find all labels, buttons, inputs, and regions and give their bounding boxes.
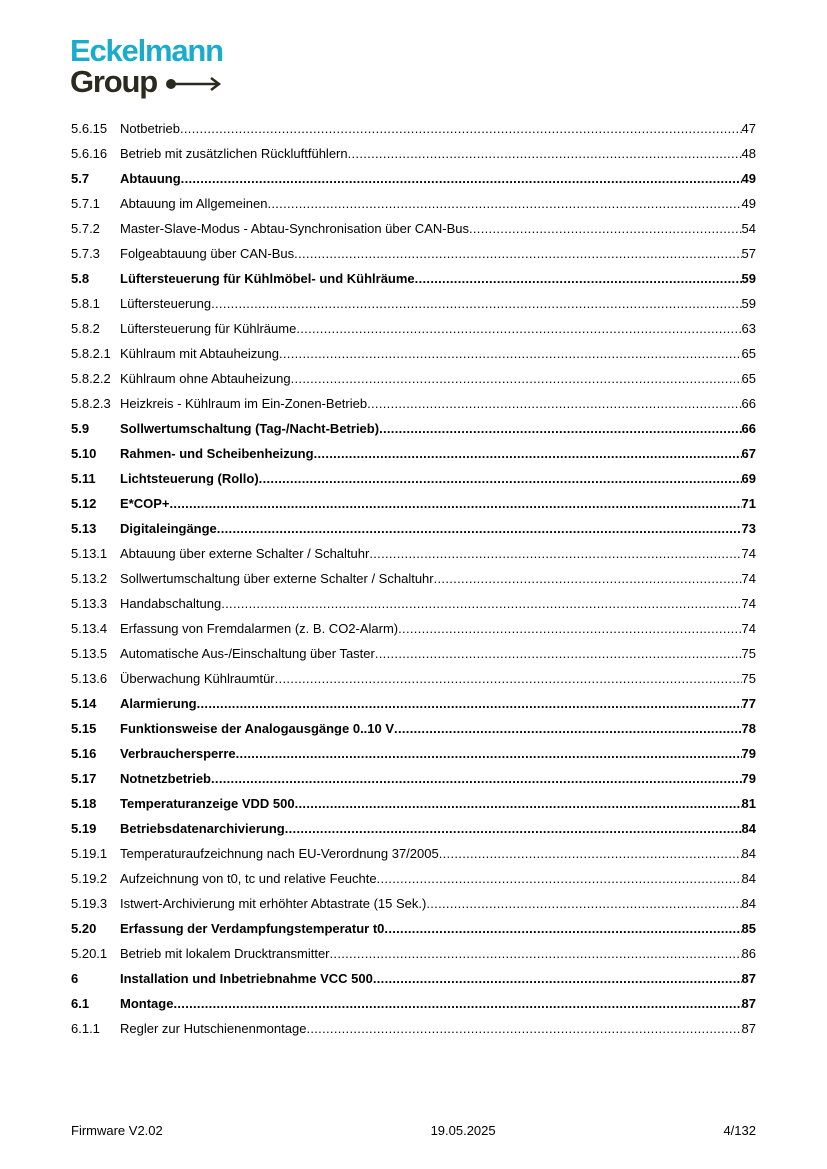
toc-entry[interactable] bbox=[71, 416, 756, 441]
toc-title: Temperaturaufzeichnung nach EU-Verordnung 37/2005 bbox=[120, 846, 439, 861]
toc-title: Notbetrieb bbox=[120, 121, 180, 136]
toc-leader bbox=[379, 421, 741, 436]
toc-number: 5.7.3 bbox=[71, 246, 100, 261]
toc-leader bbox=[398, 621, 741, 636]
toc-entry[interactable] bbox=[71, 766, 756, 791]
toc-number: 5.8.1 bbox=[71, 296, 100, 311]
toc-leader bbox=[377, 871, 742, 886]
toc-entry[interactable] bbox=[71, 816, 756, 841]
toc-page: 65 bbox=[741, 346, 756, 361]
toc-number: 5.6.16 bbox=[71, 146, 108, 161]
toc-number: 5.8.2.1 bbox=[71, 346, 111, 361]
toc-title: Verbrauchersperre bbox=[120, 746, 236, 761]
toc-entry[interactable] bbox=[71, 641, 756, 666]
toc-leader bbox=[384, 921, 741, 936]
toc-entry[interactable] bbox=[71, 791, 756, 816]
toc-page: 66 bbox=[741, 396, 756, 411]
toc-leader bbox=[211, 296, 741, 311]
toc-page: 84 bbox=[741, 846, 756, 861]
toc-title: Istwert-Archivierung mit erhöhter Abtastrate (15 Sek.) bbox=[120, 896, 427, 911]
toc-page: 86 bbox=[741, 946, 756, 961]
toc-leader bbox=[173, 996, 741, 1011]
toc-title: Temperaturanzeige VDD 500 bbox=[120, 796, 295, 811]
toc-entry[interactable] bbox=[71, 916, 756, 941]
toc-title: Funktionsweise der Analogausgänge 0..10 V bbox=[120, 721, 395, 736]
toc-title: Abtauung über externe Schalter / Schaltuhr bbox=[120, 546, 370, 561]
toc-number: 5.8.2.3 bbox=[71, 396, 111, 411]
footer-page-number: 4/132 bbox=[723, 1123, 756, 1138]
toc-number: 5.7.1 bbox=[71, 196, 100, 211]
toc-number: 5.9 bbox=[71, 421, 90, 436]
toc-page: 59 bbox=[741, 296, 756, 311]
toc-leader bbox=[285, 821, 742, 836]
toc-page: 59 bbox=[741, 271, 756, 286]
toc-title: Kühlraum ohne Abtauheizung bbox=[120, 371, 291, 386]
toc-number: 5.8 bbox=[71, 271, 90, 286]
toc-number: 5.16 bbox=[71, 746, 97, 761]
toc-leader bbox=[170, 496, 742, 511]
toc-number: 6.1.1 bbox=[71, 1021, 100, 1036]
toc-leader bbox=[275, 671, 742, 686]
toc-leader bbox=[180, 121, 742, 136]
toc-leader bbox=[236, 746, 742, 761]
toc-page: 84 bbox=[741, 896, 756, 911]
toc-leader bbox=[434, 571, 742, 586]
toc-page: 84 bbox=[741, 821, 756, 836]
toc-number: 5.11 bbox=[71, 471, 96, 486]
toc-entry[interactable] bbox=[71, 566, 756, 591]
toc-page: 66 bbox=[741, 421, 756, 436]
toc-entry[interactable] bbox=[71, 616, 756, 641]
toc-number: 5.13.4 bbox=[71, 621, 108, 636]
toc-number: 5.13.6 bbox=[71, 671, 108, 686]
toc-title: Master-Slave-Modus - Abtau-Synchronisation über CAN-Bus bbox=[120, 221, 469, 236]
toc-title: Betrieb mit zusätzlichen Rückluftfühlern bbox=[120, 146, 348, 161]
toc-title: Lüftersteuerung für Kühlräume bbox=[120, 321, 297, 336]
toc-number: 6 bbox=[71, 971, 79, 986]
toc-entry[interactable] bbox=[71, 866, 756, 891]
toc-page: 74 bbox=[741, 546, 756, 561]
toc-number: 5.19 bbox=[71, 821, 97, 836]
toc-title: Aufzeichnung von t0, tc und relative Feuchte bbox=[120, 871, 377, 886]
toc-title: Lüftersteuerung für Kühlmöbel- und Kühlräume bbox=[120, 271, 415, 286]
toc-title: Digitaleingänge bbox=[120, 521, 217, 536]
toc-entry[interactable] bbox=[71, 166, 756, 191]
toc-entry[interactable] bbox=[71, 991, 756, 1016]
toc-title: Alarmierung bbox=[120, 696, 197, 711]
toc-number: 5.13 bbox=[71, 521, 97, 536]
toc-entry[interactable] bbox=[71, 891, 756, 916]
toc-number: 5.6.15 bbox=[71, 121, 108, 136]
toc-title: Regler zur Hutschienenmontage bbox=[120, 1021, 307, 1036]
toc-number: 5.13.2 bbox=[71, 571, 108, 586]
toc-number: 5.19.1 bbox=[71, 846, 108, 861]
toc-title: Installation und Inbetriebnahme VCC 500 bbox=[120, 971, 373, 986]
toc-entry[interactable] bbox=[71, 241, 756, 266]
toc-number: 5.18 bbox=[71, 796, 97, 811]
toc-number: 5.20.1 bbox=[71, 946, 108, 961]
toc-page: 57 bbox=[741, 246, 756, 261]
toc-page: 74 bbox=[741, 571, 756, 586]
toc-leader bbox=[306, 1021, 741, 1036]
arrow-icon bbox=[165, 76, 223, 92]
toc-number: 5.13.5 bbox=[71, 646, 108, 661]
toc-page: 65 bbox=[741, 371, 756, 386]
toc-title: Betrieb mit lokalem Drucktransmitter bbox=[120, 946, 330, 961]
toc-title: Heizkreis - Kühlraum im Ein-Zonen-Betrieb bbox=[120, 396, 368, 411]
toc-leader bbox=[211, 771, 742, 786]
toc-page: 87 bbox=[741, 996, 756, 1011]
toc-title: Erfassung der Verdampfungstemperatur t0 bbox=[120, 921, 385, 936]
toc-page: 49 bbox=[741, 196, 756, 211]
toc-number: 5.7 bbox=[71, 171, 90, 186]
toc-leader bbox=[439, 846, 742, 861]
toc-entry[interactable] bbox=[71, 216, 756, 241]
toc-entry[interactable] bbox=[71, 841, 756, 866]
toc-entry[interactable] bbox=[71, 191, 756, 216]
toc-entry[interactable] bbox=[71, 716, 756, 741]
toc-entry[interactable] bbox=[71, 341, 756, 366]
toc-leader bbox=[348, 146, 742, 161]
toc-leader bbox=[375, 646, 742, 661]
toc-leader bbox=[394, 721, 741, 736]
toc-title: Sollwertumschaltung über externe Schalter / Schaltuhr bbox=[120, 571, 434, 586]
toc-leader bbox=[291, 371, 742, 386]
toc-title: Lichtsteuerung (Rollo) bbox=[120, 471, 259, 486]
toc-title: Abtauung im Allgemeinen bbox=[120, 196, 268, 211]
toc-leader bbox=[330, 946, 742, 961]
toc-title: Montage bbox=[120, 996, 174, 1011]
toc-page: 85 bbox=[741, 921, 756, 936]
toc-number: 5.13.1 bbox=[71, 546, 108, 561]
toc-leader bbox=[279, 346, 742, 361]
toc-entry[interactable] bbox=[71, 966, 756, 991]
toc-page: 81 bbox=[741, 796, 756, 811]
toc-page: 75 bbox=[741, 646, 756, 661]
toc-leader bbox=[259, 471, 742, 486]
table-of-contents bbox=[71, 116, 756, 1041]
toc-number: 5.20 bbox=[71, 921, 97, 936]
toc-entry[interactable] bbox=[71, 516, 756, 541]
toc-entry[interactable] bbox=[71, 291, 756, 316]
toc-page: 73 bbox=[741, 521, 756, 536]
toc-entry[interactable] bbox=[71, 391, 756, 416]
toc-title: Lüftersteuerung bbox=[120, 296, 212, 311]
toc-entry[interactable] bbox=[71, 366, 756, 391]
toc-title: Betriebsdatenarchivierung bbox=[120, 821, 285, 836]
toc-entry[interactable] bbox=[71, 941, 756, 966]
toc-page: 48 bbox=[741, 146, 756, 161]
toc-number: 5.7.2 bbox=[71, 221, 100, 236]
toc-number: 5.17 bbox=[71, 771, 97, 786]
toc-entry[interactable] bbox=[71, 741, 756, 766]
toc-number: 5.10 bbox=[71, 446, 97, 461]
toc-leader bbox=[314, 446, 742, 461]
toc-entry[interactable] bbox=[71, 316, 756, 341]
toc-page: 67 bbox=[741, 446, 756, 461]
toc-number: 5.12 bbox=[71, 496, 97, 511]
logo-line2: Group bbox=[70, 64, 157, 99]
toc-page: 79 bbox=[741, 771, 756, 786]
toc-number: 6.1 bbox=[71, 996, 90, 1011]
toc-page: 87 bbox=[741, 1021, 756, 1036]
toc-entry[interactable] bbox=[71, 491, 756, 516]
toc-leader bbox=[469, 221, 742, 236]
toc-leader bbox=[415, 271, 742, 286]
toc-title: Sollwertumschaltung (Tag-/Nacht-Betrieb) bbox=[120, 421, 380, 436]
toc-entry[interactable] bbox=[71, 591, 756, 616]
toc-page: 84 bbox=[741, 871, 756, 886]
toc-number: 5.19.3 bbox=[71, 896, 108, 911]
toc-number: 5.13.3 bbox=[71, 596, 108, 611]
toc-page: 54 bbox=[741, 221, 756, 236]
toc-number: 5.8.2 bbox=[71, 321, 100, 336]
toc-leader bbox=[197, 696, 742, 711]
toc-number: 5.19.2 bbox=[71, 871, 108, 886]
toc-page: 69 bbox=[741, 471, 756, 486]
page-footer bbox=[71, 1123, 756, 1138]
toc-number: 5.8.2.2 bbox=[71, 371, 111, 386]
toc-title: Folgeabtauung über CAN-Bus bbox=[120, 246, 295, 261]
logo-line1: Eckelmann bbox=[70, 33, 223, 68]
toc-number: 5.15 bbox=[71, 721, 97, 736]
toc-page: 47 bbox=[741, 121, 756, 136]
toc-leader bbox=[426, 896, 741, 911]
toc-page: 71 bbox=[741, 496, 756, 511]
toc-entry[interactable] bbox=[71, 691, 756, 716]
toc-page: 78 bbox=[741, 721, 756, 736]
toc-title: Automatische Aus-/Einschaltung über Taster bbox=[120, 646, 375, 661]
toc-page: 49 bbox=[741, 171, 756, 186]
toc-entry[interactable] bbox=[71, 666, 756, 691]
toc-leader bbox=[369, 546, 741, 561]
toc-entry[interactable] bbox=[71, 541, 756, 566]
toc-page: 79 bbox=[741, 746, 756, 761]
footer-date: 19.05.2025 bbox=[430, 1123, 496, 1138]
eckelmann-group-logo bbox=[70, 33, 223, 99]
toc-title: Abtauung bbox=[120, 171, 181, 186]
toc-title: Rahmen- und Scheibenheizung bbox=[120, 446, 314, 461]
toc-leader bbox=[294, 246, 741, 261]
toc-page: 77 bbox=[741, 696, 756, 711]
toc-page: 74 bbox=[741, 596, 756, 611]
toc-number: 5.14 bbox=[71, 696, 97, 711]
toc-leader bbox=[181, 171, 742, 186]
toc-entry[interactable] bbox=[71, 116, 756, 141]
toc-entry[interactable] bbox=[71, 441, 756, 466]
toc-leader bbox=[296, 321, 741, 336]
toc-title: Erfassung von Fremdalarmen (z. B. CO2-Alarm) bbox=[120, 621, 399, 636]
toc-leader bbox=[221, 596, 741, 611]
toc-entry[interactable] bbox=[71, 1016, 756, 1041]
toc-leader bbox=[295, 796, 742, 811]
toc-entry[interactable] bbox=[71, 266, 756, 291]
toc-title: Notnetzbetrieb bbox=[120, 771, 211, 786]
toc-page: 87 bbox=[741, 971, 756, 986]
footer-firmware: Firmware V2.02 bbox=[71, 1123, 163, 1138]
toc-page: 63 bbox=[741, 321, 756, 336]
toc-entry[interactable] bbox=[71, 466, 756, 491]
toc-leader bbox=[367, 396, 741, 411]
toc-page: 75 bbox=[741, 671, 756, 686]
toc-leader bbox=[267, 196, 741, 211]
toc-entry[interactable] bbox=[71, 141, 756, 166]
toc-title: Handabschaltung bbox=[120, 596, 222, 611]
toc-title: E*COP+ bbox=[120, 496, 170, 511]
toc-title: Kühlraum mit Abtauheizung bbox=[120, 346, 279, 361]
toc-page: 74 bbox=[741, 621, 756, 636]
toc-leader bbox=[217, 521, 742, 536]
toc-leader bbox=[373, 971, 742, 986]
toc-title: Überwachung Kühlraumtür bbox=[120, 671, 275, 686]
